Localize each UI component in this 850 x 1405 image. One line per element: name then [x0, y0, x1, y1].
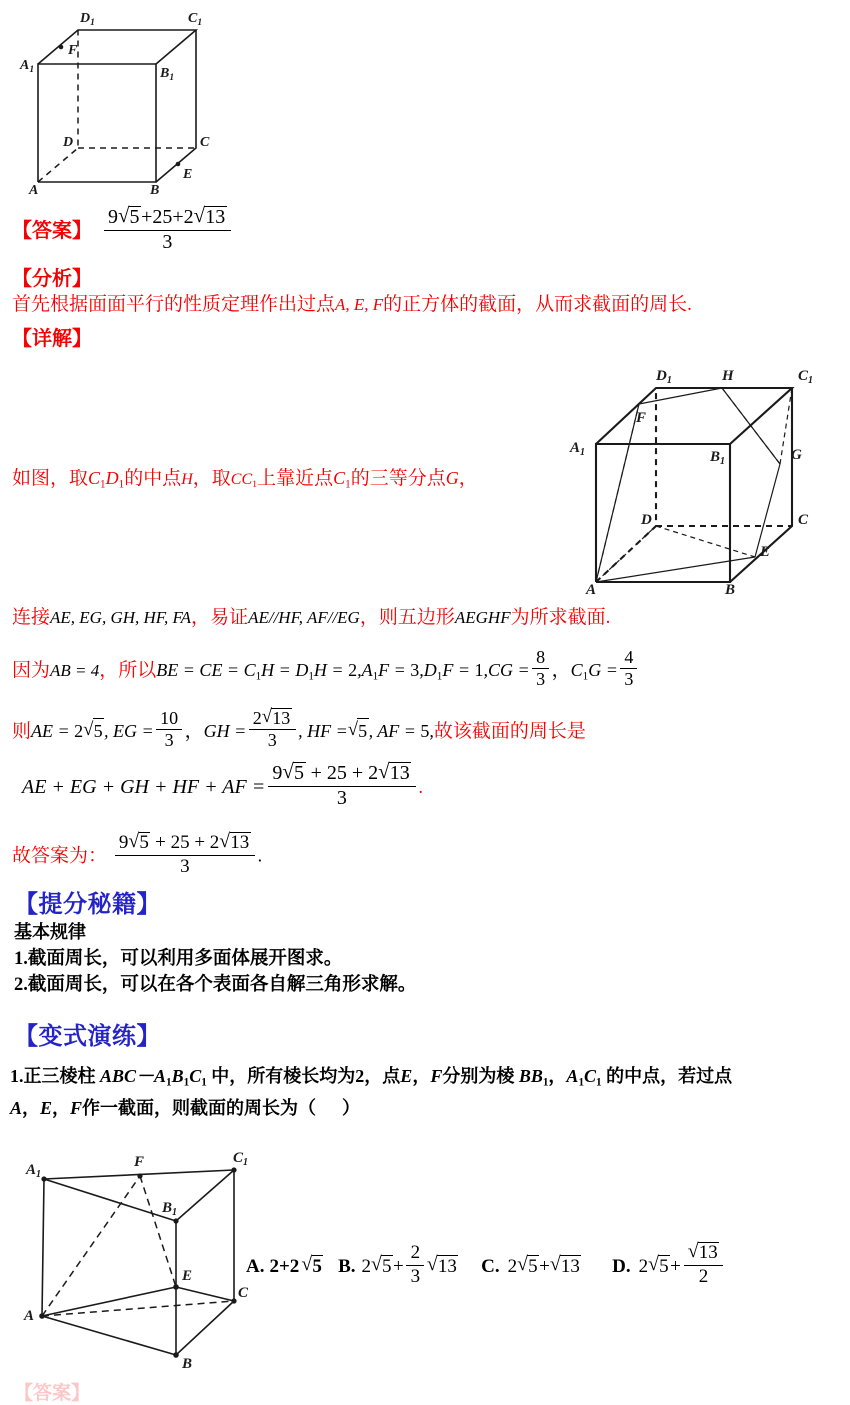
step4-m1: AE = 2 √ 5, EG = $\frac{10}{3}$: [31, 721, 185, 741]
prism-hidden-AC: [42, 1301, 234, 1316]
label-B1: $B_1$: [160, 66, 175, 83]
cube1-right-face: [156, 30, 196, 182]
step3-m6: C1G = $\frac{4}{3}$: [571, 660, 640, 680]
analysis-text-after: 的正方体的截面，从而求截面的周长.: [383, 294, 692, 315]
q-l2-m2: E: [40, 1098, 53, 1118]
q-l2-m3: F: [70, 1098, 83, 1118]
prism-edge-EC: [176, 1287, 234, 1301]
step1-t3: ，取: [192, 468, 231, 489]
option-C-root2: 13: [560, 1255, 580, 1277]
step3-t1: 因为: [12, 660, 51, 682]
label-E: E: [183, 167, 193, 182]
step1-t1: 如图，取: [12, 468, 89, 489]
detail-tag: 【详解】: [12, 328, 92, 350]
cube2-top-face: [596, 388, 792, 444]
step3-frac1-den: 3: [532, 668, 549, 689]
solution-step-5: [22, 762, 423, 809]
step3-t2: ，: [99, 660, 119, 682]
q-l2-b: ，: [52, 1098, 71, 1118]
option-A[interactable]: [246, 1256, 328, 1277]
option-D-lead: 2: [638, 1255, 649, 1277]
footer-cutoff-fragment: 【答案】: [14, 1383, 91, 1404]
q-l1-c: ，点: [364, 1066, 401, 1086]
analysis-tag: 【分析】: [12, 268, 92, 290]
step3-frac2-num: 4: [624, 647, 634, 667]
step3-m2: BE = CE = C1H = D1H = 2,: [156, 660, 362, 683]
step3-frac2-den: 3: [620, 668, 637, 689]
question-line-1: [10, 1064, 732, 1091]
option-C-expr: [508, 1256, 582, 1277]
label2-B1: $B_1$: [710, 449, 726, 467]
label2-D: D: [641, 512, 652, 528]
label2-A1: $A_1$: [570, 440, 586, 458]
answer-value: [101, 206, 234, 253]
prism-edge-AA1: [42, 1179, 44, 1316]
option-D-expr: [638, 1242, 726, 1287]
step2-t5: 则五边形: [378, 607, 455, 628]
option-B-op: +: [393, 1255, 404, 1277]
solution-step-3: [12, 648, 640, 690]
answer-coef-2: 2: [183, 206, 194, 228]
analysis-text: [12, 292, 692, 318]
q-l1-m1: ABC－A1B1C1: [95, 1066, 207, 1089]
label-B: B: [150, 183, 160, 198]
answer-denominator: 3: [104, 230, 232, 254]
step2-t2: ，: [191, 607, 211, 628]
answer-25: 25: [152, 206, 173, 228]
label2-A: A: [586, 582, 597, 598]
option-D-key: D.: [612, 1255, 631, 1277]
option-B[interactable]: [338, 1242, 463, 1287]
step3-m5: CG = $\frac{8}{3}$: [488, 660, 552, 680]
answer-row: [12, 206, 234, 253]
step6-period: .: [257, 845, 263, 866]
option-B-fnum: 2: [410, 1242, 421, 1263]
option-A-key: A.: [246, 1255, 265, 1277]
step3-m3: A1F = 3,: [361, 660, 424, 683]
step6-t1: 故答案为：: [12, 845, 108, 867]
label2-H: H: [722, 368, 734, 384]
tips-item-2: 2.截面周长，可以在各个表面各自解三角形求解。: [14, 975, 417, 995]
prism-dot-E: [173, 1284, 179, 1290]
q-l1-m2: 2: [355, 1066, 365, 1086]
label2-B: B: [725, 582, 736, 598]
option-D-root1: 5: [659, 1255, 669, 1277]
option-D-op: +: [670, 1255, 681, 1277]
step1-m2: H: [181, 471, 193, 488]
step4-m3: GH = $\frac{2 √ 13}{3}$ , HF = √ 5, AF = 5,: [204, 721, 434, 741]
label-A1: $A_1$: [20, 58, 35, 75]
step5-period: .: [418, 777, 423, 798]
q-l1-b: 中，所有棱长均为: [211, 1066, 356, 1086]
practice-heading: 【变式演练】: [14, 1024, 161, 1050]
q-l1-m4: F: [430, 1066, 443, 1086]
q-l1-d: ，: [412, 1066, 431, 1086]
step3-m4: D1F = 1,: [423, 660, 489, 683]
answer-plus-1: +: [141, 206, 153, 228]
prism-section-AF: [42, 1176, 140, 1316]
cube1-front-face: [38, 64, 156, 182]
step3-t3: 所以: [118, 660, 157, 682]
label-F: F: [68, 43, 78, 58]
step5-rhs: $\frac{9 √ 5 + 25 + 2 √ 13}{3}$: [265, 776, 418, 798]
step4-t1: 则: [12, 721, 32, 743]
step2-m2: AE//HF, AF//EG: [248, 608, 360, 627]
label3-C: C: [238, 1285, 249, 1301]
label-D: D: [63, 135, 74, 150]
section-edge-AE: [596, 557, 755, 582]
option-B-lead: 2: [361, 1255, 372, 1277]
step3-frac1-num: 8: [536, 647, 546, 667]
step1-t5: 的三等分点: [350, 468, 446, 489]
aux-dashed-DE: [656, 526, 755, 557]
q-l1-m3: E: [400, 1066, 413, 1086]
answer-root-13: 13: [205, 206, 226, 228]
analysis-points: A, E, F: [335, 295, 384, 314]
label2-C: C: [798, 512, 809, 528]
prism-section-FE: [140, 1176, 176, 1287]
cube-1-svg: [20, 4, 230, 198]
step1-m1: C1D1: [88, 468, 125, 491]
label3-A1: $A_1$: [26, 1162, 42, 1180]
label3-E: E: [182, 1268, 193, 1284]
answer-coef-9: 9: [107, 206, 118, 228]
option-D-fden: 2: [684, 1265, 724, 1288]
figure-cube-1: [20, 4, 230, 198]
prism-dot-A1: [41, 1176, 46, 1181]
solution-step-4: [12, 708, 586, 751]
step2-m3: AEGHF: [454, 608, 511, 627]
q-l2-a: ，: [22, 1098, 41, 1118]
q-l2-d: ）: [342, 1098, 361, 1118]
label2-C1: $C_1$: [798, 368, 814, 386]
q-l2-c: 作一截面，则截面的周长为（: [82, 1098, 317, 1118]
option-D-fnum-root: 13: [698, 1242, 718, 1263]
figure-prism-3: [12, 1144, 272, 1379]
label-C1: $C_1$: [188, 11, 203, 28]
option-A-lead: 2+2: [269, 1255, 300, 1277]
step2-t4: ，: [359, 607, 379, 628]
label2-F: F: [636, 410, 647, 426]
step4-frac1-num: 10: [160, 708, 179, 728]
q-l2-m1: A: [10, 1098, 23, 1118]
option-C-key: C.: [481, 1255, 500, 1277]
label2-G: G: [791, 447, 802, 463]
tips-item-1: 1.截面周长，可以利用多面体展开图求。: [14, 949, 343, 969]
prism-3-svg: [12, 1144, 272, 1379]
step4-t2: 故该截面的周长是: [433, 721, 586, 743]
step2-t6: 为所求截面.: [510, 607, 611, 628]
option-A-root: 5: [312, 1255, 322, 1277]
step3-sep: ，: [551, 660, 571, 682]
step1-t6: ，: [458, 468, 478, 489]
figure-cube-2: [570, 356, 842, 596]
point-E-dot: [176, 162, 181, 167]
label3-B: B: [182, 1356, 193, 1372]
tips-heading: 【提分秘籍】: [14, 892, 161, 918]
step1-m4: C1: [333, 468, 351, 491]
option-C[interactable]: [481, 1256, 586, 1277]
option-B-root1: 5: [382, 1255, 392, 1277]
step2-t1: 连接: [12, 607, 51, 628]
label3-C1: $C_1$: [233, 1150, 249, 1168]
question-line-2: [10, 1096, 360, 1120]
question-number: 1.: [10, 1066, 24, 1086]
options-row: [246, 1242, 726, 1287]
prism-dot-C1: [231, 1167, 236, 1172]
step6-frac: $\frac{9 √ 5 + 25 + 2 √ 13}{3}$: [112, 846, 258, 867]
q-l1-e: 分别为棱: [442, 1066, 515, 1086]
step4-frac1-den: 3: [156, 729, 182, 750]
section-edge-HF: [639, 388, 722, 404]
prism-dot-B1: [173, 1218, 178, 1223]
cube-2-svg: [570, 356, 842, 596]
step1-t2: 的中点: [124, 468, 182, 489]
option-B-expr: [361, 1242, 459, 1287]
option-A-expr: [269, 1256, 323, 1277]
step1-t4: 上靠近点: [257, 468, 334, 489]
answer-root-5: 5: [129, 206, 140, 228]
q-l1-m5: BB1: [514, 1066, 549, 1089]
answer-tag: 【答案】: [12, 220, 92, 243]
prism-section-AE: [42, 1287, 176, 1316]
option-B-fden: 3: [406, 1265, 424, 1288]
solution-step-1: [12, 466, 478, 493]
prism-dot-C: [231, 1298, 236, 1303]
q-l1-m6: A1C1: [566, 1066, 602, 1089]
option-D[interactable]: [612, 1242, 726, 1287]
label3-F: F: [134, 1154, 145, 1170]
prism-dot-A: [39, 1313, 45, 1319]
solution-step-2: [12, 605, 610, 631]
step2-m1: AE, EG, GH, HF, FA: [50, 608, 192, 627]
q-l1-g: 的中点，若过点: [606, 1066, 733, 1086]
step3-m1: AB = 4: [50, 661, 100, 681]
tips-subheading: 基本规律: [14, 922, 86, 942]
q-l1-f: ，: [548, 1066, 567, 1086]
aux-dashed-AF: [596, 404, 639, 582]
label-D1: $D_1$: [80, 11, 95, 28]
label3-B1: $B_1$: [162, 1200, 178, 1218]
label-A: A: [29, 183, 39, 198]
label-C: C: [200, 135, 210, 150]
label2-E: E: [760, 544, 771, 560]
solution-step-6: [12, 832, 262, 877]
q-l1-a: 正三棱柱: [23, 1066, 96, 1086]
step5-lhs: AE + EG + GH + HF + AF =: [22, 776, 266, 799]
step4-sep: ，: [184, 721, 204, 743]
step1-m3: CC1: [230, 471, 258, 491]
prism-dot-F: [137, 1173, 142, 1178]
answer-plus-2: +: [172, 206, 184, 228]
prism-dot-B: [173, 1352, 179, 1358]
label3-A: A: [24, 1308, 35, 1324]
point-F-dot: [59, 45, 64, 50]
option-B-root2: 13: [437, 1255, 457, 1277]
analysis-text-before: 首先根据面面平行的性质定理作出过点: [12, 294, 336, 315]
step2-t3: 易证: [210, 607, 249, 628]
step1-m5: G: [445, 468, 459, 488]
option-C-lead: 2: [507, 1255, 518, 1277]
option-B-key: B.: [338, 1255, 356, 1277]
step4-frac2-den: 3: [249, 729, 296, 750]
option-C-root1: 5: [528, 1255, 538, 1277]
label2-D1: $D_1$: [656, 368, 672, 386]
option-C-op: +: [539, 1255, 550, 1277]
